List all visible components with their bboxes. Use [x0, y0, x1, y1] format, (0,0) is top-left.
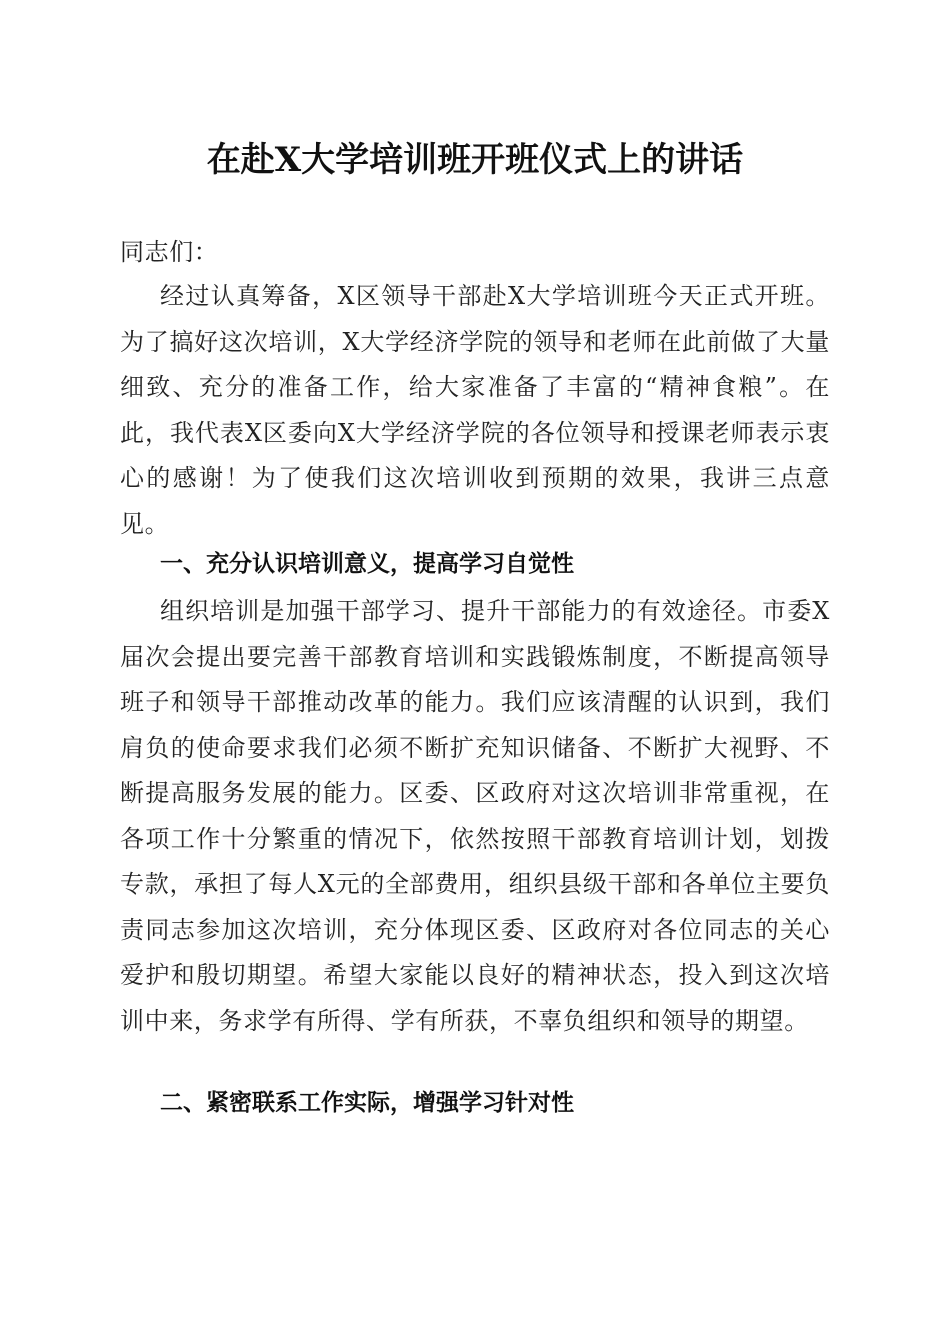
paragraph-section-1: 组织培训是加强干部学习、提升干部能力的有效途径。市委X届次会提出要完善干部教育培训和实践锻炼制度，不断提高领导班子和领导干部推动改革的能力。我们应该清醒的认识到，我们肩负的使命要求我们必须不断扩充知识储备、不断扩大视野、不断提高服务发展的能力。区委、区政府对这次培训非常重视，在各项工作十分繁重的情况下，依然按照干部教育培训计划，划拨专款，承担了每人X元的全部费用，组织县级干部和各单位主要负责同志参加这次培训，充分体现区委、区政府对各位同志的关心爱护和殷切期望。希望大家能以良好的精神状态，投入到这次培训中来，务求学有所得、学有所获，不辜负组织和领导的期望。: [120, 597, 830, 1035]
section-heading-2: 二、紧密联系工作实际，增强学习针对性: [160, 1090, 574, 1116]
salutation: 同志们：: [120, 238, 219, 266]
section-heading-1: 一、充分认识培训意义，提高学习自觉性: [160, 551, 574, 577]
document-title: 在赴X大学培训班开班仪式上的讲话: [206, 140, 744, 180]
paragraph-intro: 经过认真筹备，X区领导干部赴X大学培训班今天正式开班。为了搞好这次培训，X大学经济学院的领导和老师在此前做了大量细致、充分的准备工作，给大家准备了丰富的“精神食粮”。在此，我代表X区委向X大学经济学院的各位领导和授课老师表示衷心的感谢！为了使我们这次培训收到预期的效果，我讲三点意见。: [120, 282, 830, 538]
